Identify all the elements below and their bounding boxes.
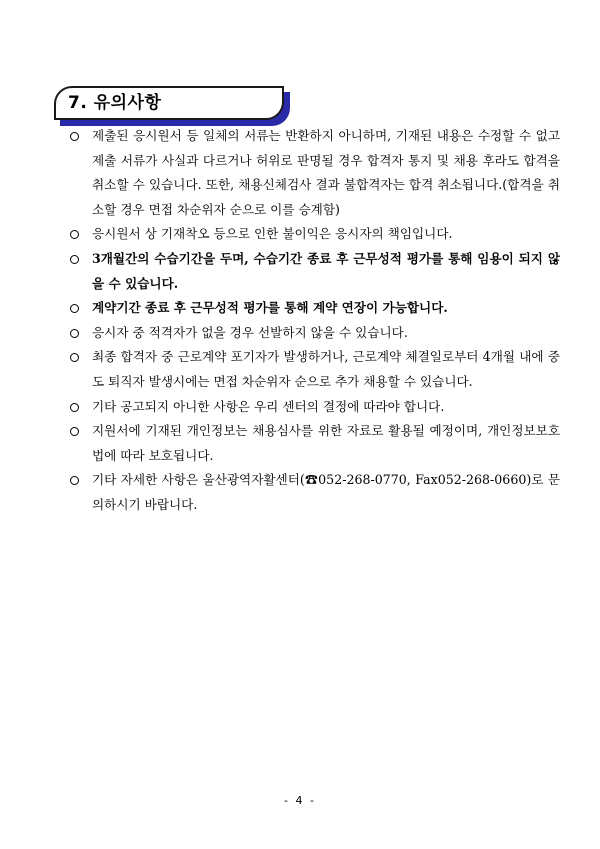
circle-bullet-icon [70,132,79,141]
circle-bullet-icon [70,476,79,485]
page-number: - 4 - [284,794,316,807]
list-item [70,124,560,222]
circle-bullet-icon [70,353,79,362]
list-item-text: 3개월간의 수습기간을 두며, 수습기간 종료 후 근무성적 평가를 통해 임용이 되지 않을 수 있습니다. [92,250,560,291]
list-item-text: 기타 자세한 사항은 울산광역자활센터(☎052-268-0770, Fax052-268-0660)로 문의하시기 바랍니다. [92,472,560,512]
section-title: 7. 유의사항 [54,86,284,120]
circle-bullet-icon [70,403,79,412]
circle-bullet-icon [70,427,79,436]
list-item-text: 응시원서 상 기재착오 등으로 인한 불이익은 응시자의 책임입니다. [92,226,453,242]
circle-bullet-icon [70,304,79,313]
list-item-text: 최종 합격자 중 근로계약 포기자가 발생하거나, 근로계약 체결일로부터 4개월 내에 중도 퇴직자 발생시에는 면접 차순위자 순으로 추가 채용할 수 있습니다. [92,349,560,389]
list-item-text: 기타 공고되지 아니한 사항은 우리 센터의 결정에 따라야 합니다. [92,398,445,414]
list-item [70,345,560,394]
list-item-text: 지원서에 기재된 개인정보는 채용심사를 위한 자료로 활용될 예정이며, 개인정보보호법에 따라 보호됩니다. [92,423,560,463]
list-item-text: 계약기간 종료 후 근무성적 평가를 통해 계약 연장이 가능합니다. [92,300,448,316]
list-item [70,296,560,321]
circle-bullet-icon [70,329,79,338]
notice-list [70,124,560,518]
list-item [70,321,560,346]
circle-bullet-icon [70,255,79,264]
list-item-text: 제출된 응시원서 등 일체의 서류는 반환하지 아니하며, 기재된 내용은 수정할 수 없고 제출 서류가 사실과 다르거나 허위로 판명될 경우 합격자 통지 및 채용 후라도 합격을 취소할 수 있습니다. 또한, 채용신체검사 결과 불합격자는 합격 취소됩니다.(합격을 취소할 경우 면접 차순위자 순으로 이를 승계함) [92,128,560,217]
list-item [70,468,560,517]
list-item [70,222,560,247]
list-item [70,395,560,420]
list-item [70,419,560,468]
section-header [54,86,284,120]
list-item [70,247,560,296]
list-item-text: 응시자 중 적격자가 없을 경우 선발하지 않을 수 있습니다. [92,324,408,340]
circle-bullet-icon [70,230,79,239]
